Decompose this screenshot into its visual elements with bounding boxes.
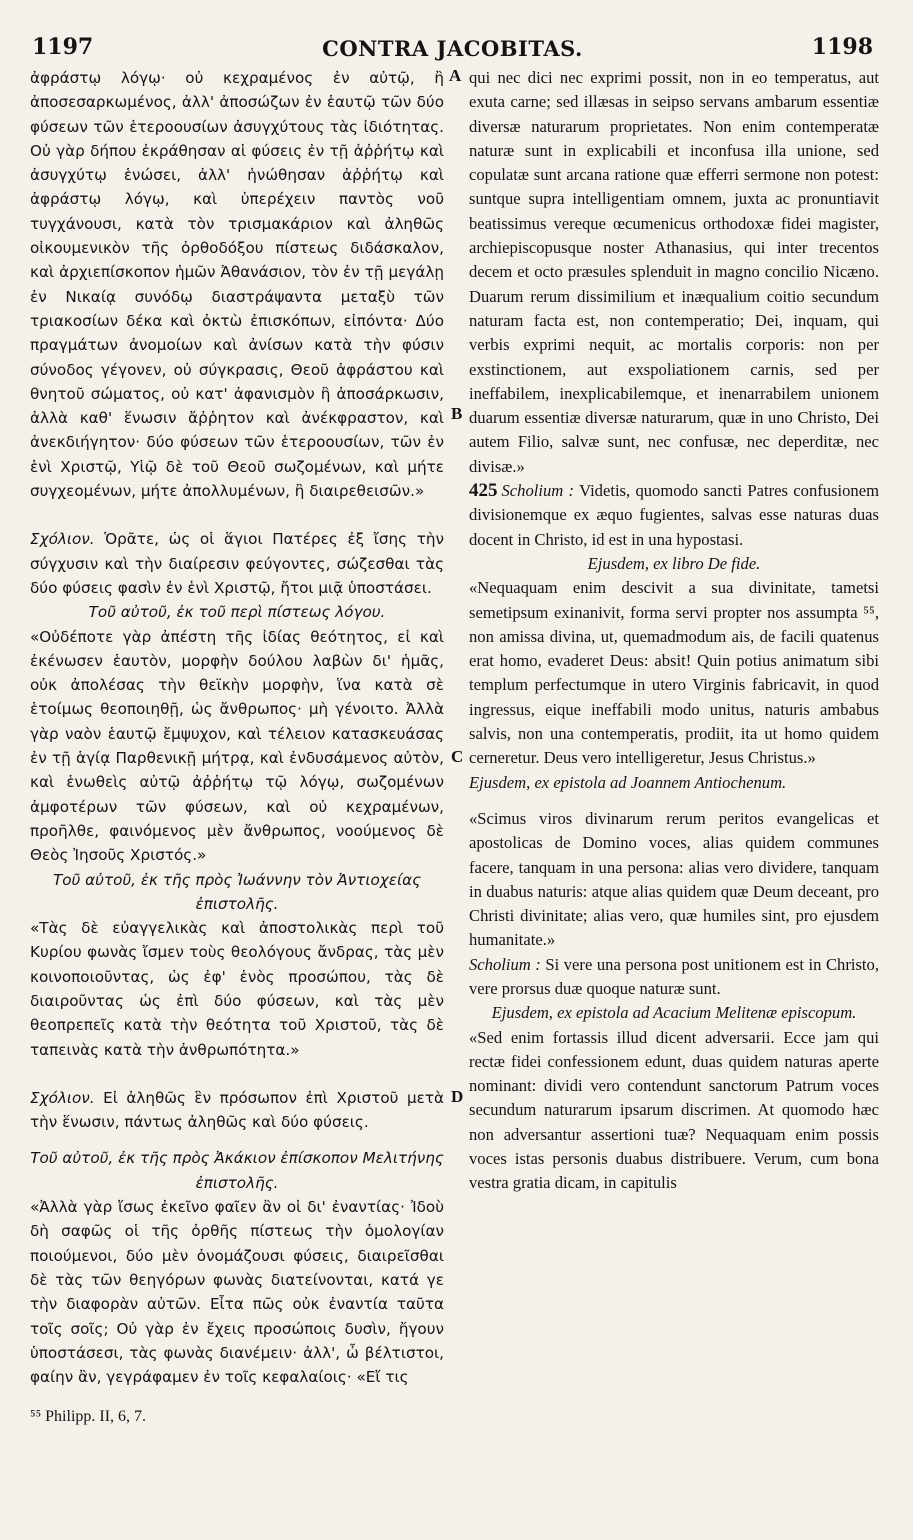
greek-scholium-1 — [30, 527, 444, 600]
footnote: ⁵⁵ Philipp. II, 6, 7. — [30, 1408, 147, 1425]
greek-paragraph-4: «Ἀλλὰ γὰρ ἴσως ἐκεῖνο φαῖεν ἂν οἱ δι' ἐναντίας· Ἰδοὺ δὴ σαφῶς οἱ τῆς ὀρθῆς πίστεως τὴν ὁμολογίαν ποιούμενοι, δύο μὲν ὀνομάζουσι φύσεις, διαιρεῖσθαι δὲ τὰς τῶν θεηγόρων φωνὰς διατείνονται, κατά γε τὴν διαφορὰν αὐτῶν. Εἶτα πῶς οὐκ ἐναντία ταῦτα τοῖς σοῖς; Οὐ γὰρ ἐν ἔχεις προσώποις δυσὶν, ἤγουν ὑποστάσεσι, τὰς φωνὰς διανέμειν· ἀλλ', ὦ βέλτιστοι, φαίην ἂν, γεγράφαμεν ἐν τοῖς κεφαλαίοις· «Εἴ τις — [30, 1198, 444, 1387]
latin-scholium-label: Scholium : — [501, 481, 575, 501]
left-page-number: 1197 — [32, 34, 94, 60]
greek-heading-1: Τοῦ αὐτοῦ, ἐκ τοῦ περὶ πίστεως λόγου. — [88, 603, 386, 622]
greek-column — [30, 66, 444, 1389]
right-page-number: 1198 — [811, 34, 873, 60]
latin-scholium-label: Scholium : — [469, 954, 541, 974]
greek-scholium-text: Ὁρᾶτε, ὡς οἱ ἅγιοι Πατέρες ἐξ ἴσης τὴν σύγχυσιν καὶ τὴν διαίρεσιν φεύγοντες, σώζεσθαι τὰς δύο φύσεις φασὶν ἐν ἑνὶ Χριστῷ, ἤτοι μιᾷ ὑποστάσει. — [30, 530, 444, 597]
latin-heading-2: Ejusdem, ex epistola ad Joannem Antiochenum. — [469, 772, 787, 792]
greek-scholium-text: Εἰ ἀληθῶς ἓν πρόσωπον ἐπὶ Χριστοῦ μετὰ τὴν ἕνωσιν, πάντως ἀληθῶς καὶ δύο φύσεις. — [30, 1088, 445, 1132]
column-number: 425 — [469, 480, 498, 502]
margin-marker-b: B — [451, 404, 463, 423]
greek-scholium-label: Σχόλιον. — [30, 530, 95, 549]
latin-scholium-text: Videtis, quomodo sancti Patres confusionem divisionemque ex æquo fugientes, salvas esse naturas duas docent in Christo, id est in una hypostasi. — [469, 481, 879, 549]
margin-marker-d: D — [451, 1087, 464, 1106]
greek-paragraph-2: «Οὐδέποτε γὰρ ἀπέστη τῆς ἰδίας θεότητος, εἰ καὶ ἐκένωσεν ἑαυτὸν, μορφὴν δούλου λαβὼν δι' ἡμᾶς, οὐκ ἀπολέσας τὴν θεϊκὴν μορφὴν, ἵνα κατὰ σὲ ἑτοίμως θεοποιηθῇ, ὡς ἄνθρωπος· μὴ γένοιτο. Ἀλλὰ γὰρ ναὸν ἑαυτῷ ἔμψυχον, καὶ τέλειον κατασκευάσας ἐν τῇ ἁγίᾳ Παρθενικῇ μήτρᾳ, καὶ ἐνδυσάμενος αὐτὸν, καὶ ἑνωθεὶς αὐτῷ ἀῤῥήτῳ τῷ λόγῳ, σωζομένων ἀμφοτέρων τῶν φύσεων, καὶ οὐ κεχραμένων, προῆλθε, φαινόμενος μὲν ἄνθρωπος, νοούμενος δὲ Θεὸς Ἰησοῦς Χριστός.» — [30, 627, 444, 865]
greek-heading-3: Τοῦ αὐτοῦ, ἐκ τῆς πρὸς Ἀκάκιον ἐπίσκοπον Μελιτήνης ἐπιστολῆς. — [30, 1149, 444, 1192]
latin-column — [469, 66, 879, 1196]
greek-paragraph-1: ἀφράστῳ λόγῳ· οὐ κεχραμένος ἐν αὐτῷ, ἢ ἀποσεσαρκωμένος, ἀλλ' ἀποσώζων ἐν ἑαυτῷ τῶν δύο φύσεων τῶν ἑτεροουσίων ἀσυγχύτους τὰς ἰδιότητας. Οὐ γὰρ δήπου ἐκράθησαν αἱ φύσεις ἐν τῇ ἀῤῥήτῳ καὶ ἀσυγχύτῳ ἑνώσει, ἀλλ' ἡνώθησαν ἀῤῥήτῳ καὶ ἀφράστῳ λόγῳ, καὶ ὑπερέχειν παντὸς νοῦ τυγχάνουσι, κατὰ τὸν τρισμακάριον καὶ ἀληθῶς οἰκουμενικὸν τῆς ὀρθοδόξου πίστεως διδάσκαλον, καὶ ἀρχιεπίσκοπον ἡμῶν Ἀθανάσιον, τὸν ἐν τῇ μεγάλῃ ἐν Νικαίᾳ συνόδῳ διαστράψαντα μεταξὺ τῶν τριακοσίων δέκα καὶ ὀκτὼ ἐπισκόπων, εἰπόντα· Δύο πραγμάτων ἀνομοίων καὶ ἀνίσων κατὰ τὴν φύσιν σύνοδος γέγονεν, οὐ σύγκρασις, Θεοῦ ἀφράστου καὶ θνητοῦ σώματος, οὐ κατ' ἀφανισμὸν ἢ ἀποσάρκωσιν, ἀλλὰ καθ' ἕνωσιν ἄῤῥητον καὶ ἀνέκφραστον, καὶ ἀνεκδιήγητον· δύο φύσεων τῶν ἑτεροουσίων, τῶν ἐν ἑνὶ Χριστῷ, Υἱῷ δὲ τοῦ Θεοῦ σωζομένων, καὶ μήτε συγχεομένων, μήτε ἀπολλυμένων, ἢ διαιρεθεισῶν.» — [30, 69, 444, 501]
margin-marker-a: A — [449, 66, 462, 85]
greek-scholium-label: Σχόλιον. — [30, 1088, 95, 1107]
latin-scholium-2 — [469, 953, 879, 1002]
latin-scholium-text: Si vere una persona post unitionem est in Christo, vere prorsus duæ quoque naturæ sunt. — [469, 954, 879, 998]
latin-paragraph-1: qui nec dici nec exprimi possit, non in eo temperatus, aut exuta carne; sed illæsas in seipso servans ambarum essentiæ diversæ naturarum proprietates. Non enim contemperatæ naturæ sunt in explicabili et inconfusa illa unione, sed copulatæ sunt arcana ratione quæ efferri sermone non potest: suntque supra intelligentiam omnem, juxta ac pronuntiavit beatissimus vereque œcumenicus orthodoxæ fidei magister, archiepiscopusque noster Athanasius, qui inter trecentos decem et octo præsules splenduit in magno concilio Nicæno. Duarum rerum dissimilium et inæqualium coitio secundum naturam facta est, non contemperatio; Dei, inquam, qui verbis exprimi nequit, ac mortalis corporis: non per exstinctionem, aut exspoliationem carnis, sed per ineffabilem, inexplicabilemque, et inenarrabilem unionem duarum essentiæ diversæ naturarum, quæ in uno Christo, Dei autem Filio, salvæ sunt, nec confusæ, nec deperditæ, nec divisæ.» — [469, 68, 879, 476]
latin-paragraph-3: «Scimus viros divinarum rerum peritos evangelicas et apostolicas de Domino voces, alias quidem communes facere, tanquam in una persona: alias vero dividere, tanquam in duabus naturis: atque alias quidem quæ Deum deceant, pro Christi divinitate; alias vero, quæ humiles sint, pro ejusdem humanitate.» — [469, 808, 879, 950]
latin-heading-3: Ejusdem, ex epistola ad Acacium Melitenæ episcopum. — [491, 1003, 857, 1023]
greek-scholium-2 — [30, 1086, 444, 1135]
latin-paragraph-4: «Sed enim fortassis illud dicent adversarii. Ecce jam qui rectæ fidei confessionem edunt, duas quidem naturas aperte nominant: dividi vero contendunt sanctorum Patrum voces secundum naturarum ipsarum discrimen. At quomodo hæc non adversantur assertioni tuæ? Nequaquam enim possis voces istas personis duabus distribuere. Verum, cum bona vestra gratia dicam, in capitulis — [469, 1027, 879, 1193]
latin-heading-1: Ejusdem, ex libro De fide. — [587, 553, 761, 573]
latin-paragraph-2: «Nequaquam enim descivit a sua divinitate, tametsi semetipsum exinanivit, forma servi propter nos assumpta ⁵⁵, non amissa divina, ut, quemadmodum ais, de facili quatenus erat homo, evaderet Deus: absit! Quin potius animatum sibi templum perfectumque in utero Virginis fabricavit, in quod ingressus, eique ineffabili modo unitus, naturis ambabus salvis, non una contemperatis, prodiit, ita ut homo quidem cerneretur. Deus vero intelligeretur, Jesus Christus.» — [469, 578, 879, 768]
page-header — [32, 34, 873, 64]
greek-paragraph-3: «Τὰς δὲ εὐαγγελικὰς καὶ ἀποστολικὰς περὶ τοῦ Κυρίου φωνὰς ἴσμεν τοὺς θεολόγους ἄνδρας, τὰς μὲν κοινοποιοῦντας, ὡς ἐφ' ἑνὸς προσώπου, τὰς δὲ διαιροῦντας ὡς ἐπὶ δύο φύσεων, καὶ τὰς μὲν θεοπρεπεῖς κατὰ τὴν θεότητα τοῦ Χριστοῦ, τὰς δὲ ταπεινὰς κατὰ τὴν ἀνθρωπότητα.» — [30, 919, 444, 1059]
margin-marker-c: C — [451, 747, 464, 766]
running-title: CONTRA JACOBITAS. — [322, 36, 583, 61]
greek-heading-2: Τοῦ αὐτοῦ, ἐκ τῆς πρὸς Ἰωάννην τὸν Ἀντιοχείας ἐπιστολῆς. — [52, 870, 422, 913]
latin-scholium-1 — [469, 479, 879, 552]
